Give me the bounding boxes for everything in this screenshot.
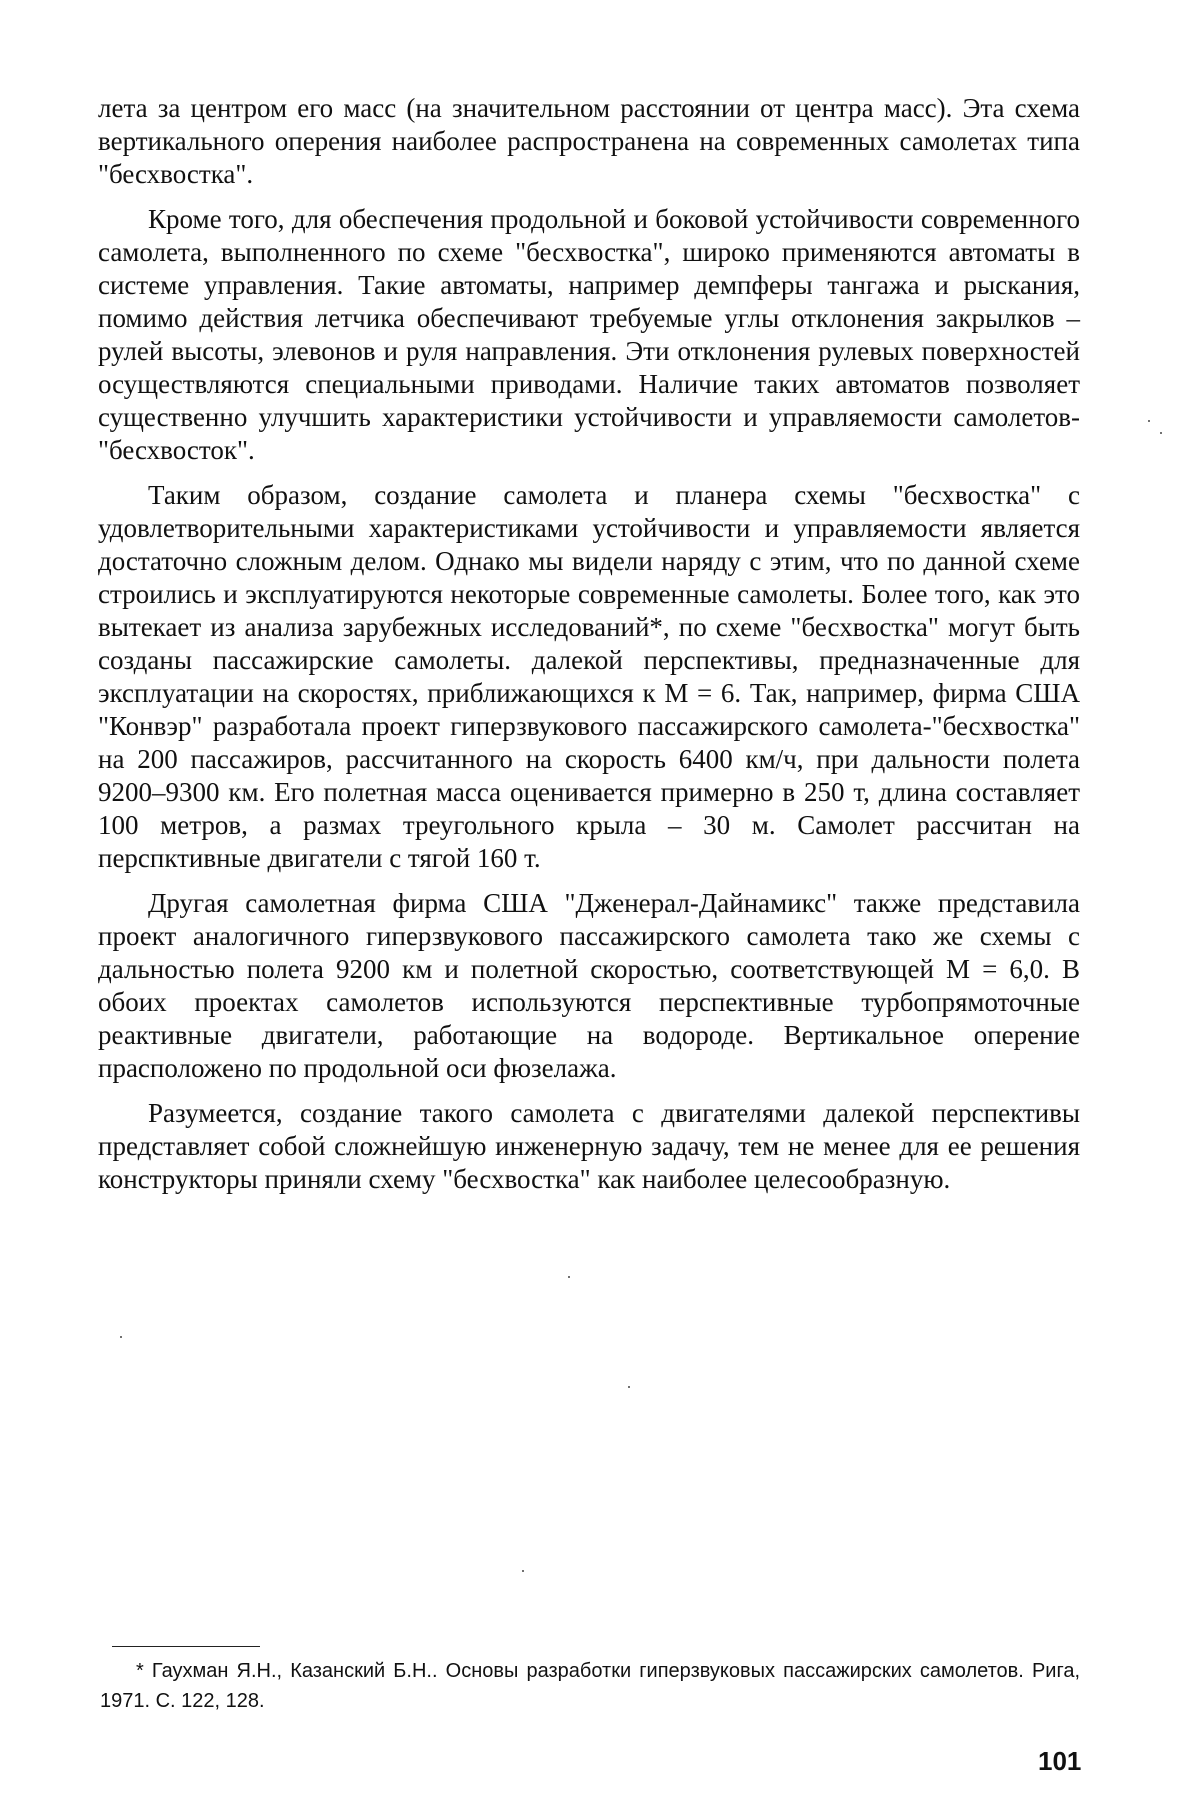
scan-speck <box>120 1336 122 1338</box>
paragraph: Кроме того, для обеспечения продольной и боковой устойчивости современного самолета, выполненного по схеме "бесхвостка", широко применяются автоматы в системе управления. Такие автоматы, например демпферы тангажа и рыскания, помимо действия летчика обеспечивают требуемые углы отклонения закрылков – рулей высоты, элевонов и руля направления. Эти отклонения рулевых поверхностей осуществляются специальными приводами. Наличие таких автоматов позволяет существенно улучшить характеристики устойчивости и управляемости самолетов-"бесхвосток". <box>98 204 1080 465</box>
page-number: 101 <box>1038 1746 1082 1776</box>
paragraph: лета за центром его масс (на значительном расстоянии от центра масс). Эта схема вертикального оперения наиболее распространена на современных самолетах типа "бесхвостка". <box>98 93 1080 189</box>
body-text <box>98 92 1080 1196</box>
paragraph: Другая самолетная фирма США "Дженерал-Дайнамикс" также представила проект аналогичного гиперзвукового пассажирского самолета тако же схемы с дальностью полета 9200 км и полетной скоростью, соответствующей М = 6,0. В обоих проектах самолетов используются перспективные турбопрямоточные реактивные двигатели, работающие на водороде. Вертикальное оперение прасположено по продольной оси фюзелажа. <box>98 888 1080 1083</box>
scan-speck <box>1160 432 1162 434</box>
paragraph: Таким образом, создание самолета и планера схемы "бесхвостка" с удовлетворительными характеристиками устойчивости и управляемости является достаточно сложным делом. Однако мы видели наряду с этим, что по данной схеме строились и эксплуатируются некоторые современные самолеты. Более того, как это вытекает из анализа зарубежных исследований*, по схеме "бесхвостка" могут быть созданы пассажирские самолеты. далекой перспективы, предназначенные для эксплуатации на скоростях, приближающихся к М = 6. Так, например, фирма США "Конвэр" разработала проект гиперзвукового пассажирского самолета-"бесхвостка" на 200 пассажиров, рассчитанного на скорость 6400 км/ч, при дальности полета 9200–9300 км. Его полетная масса оценивается примерно в 250 т, длина составляет 100 метров, а размах треугольного крыла – 30 м. Самолет рассчитан на перспктивные двигатели с тягой 160 т. <box>98 480 1080 873</box>
paragraph: Разумеется, создание такого самолета с двигателями далекой перспективы представляет собой сложнейшую инженерную задачу, тем не менее для ее решения конструкторы приняли схему "бесхвостка" как наиболее целесообразную. <box>98 1098 1080 1194</box>
scan-speck <box>568 1276 570 1278</box>
scan-speck <box>628 1386 630 1388</box>
footnote-divider <box>112 1646 260 1647</box>
scan-speck <box>1148 420 1150 422</box>
footnote: * Гаухман Я.Н., Казанский Б.Н.. Основы разработки гиперзвуковых пассажирских самолетов. Рига, 1971. С. 122, 128. <box>100 1660 1080 1712</box>
scan-speck <box>522 1570 524 1572</box>
